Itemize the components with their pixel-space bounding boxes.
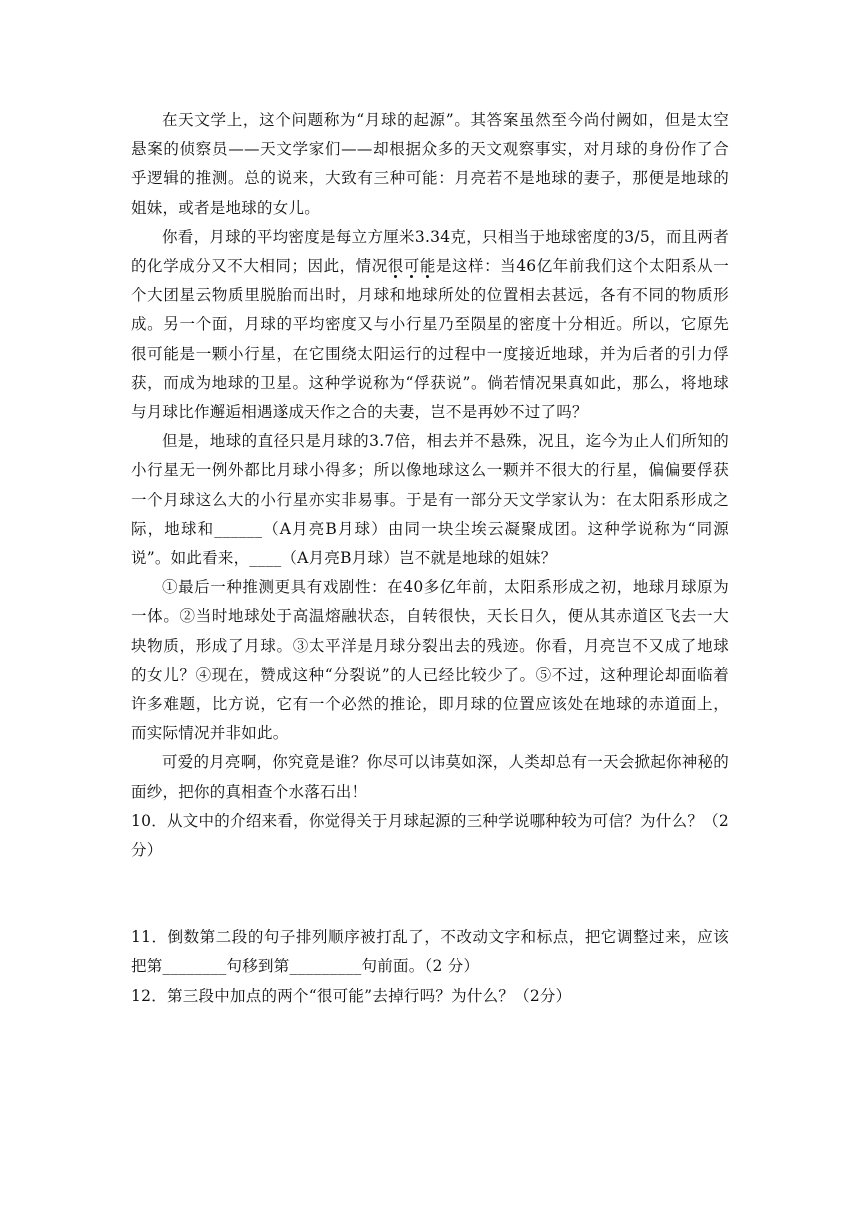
reading-passage — [131, 106, 729, 1011]
question-11: 11．倒数第二段的句子排列顺序被打乱了，不改动文字和标点，把它调整过来，应该把第________句移到第_________句前面。（2 分） — [131, 928, 729, 976]
emphasis-dot-char-2: 可 — [403, 257, 420, 276]
capture-text-end: 是这样：当46亿年前我们这个太阳系从一个大团星云物质里脱胎而出时，月球和地球所处的位置相去甚远，各有不同的物质形成。另一个面，月球的平均密度又与小行星乃至陨星的密度十分相近。所以，它原先很可能是一颗小行星，在它围绕太阳运行的过程中一度接近地球，并为后者的引力俘获，而成为地球的卫星。这种学说称为“俘获说”。倘若情况果真如此，那么，将地球与月球比作邂逅相遇遂成天作之合的夫妻，岂不是再妙不过了吗？ — [131, 257, 729, 422]
paragraph-closing: 可爱的月亮啊，你究竟是谁？你尽可以讳莫如深，人类却总有一天会掀起你神秘的面纱，把你的真相查个水落石出！ — [131, 753, 730, 801]
paragraph-fission-theory: ①最后一种推测更具有戏剧性：在40多亿年前，太阳系形成之初，地球月球原为一体。②当时地球处于高温熔融状态，自转很快，天长日久，便从其赤道区飞去一大块物质，形成了月球。③太平洋是月球分裂出去的残迹。你看，月亮岂不又成了地球的女儿？④现在，赞成这种“分裂说”的人已经比较少了。⑤不过，这种理论却面临着许多难题，比方说，它有一个必然的推论，即月球的位置应该处在地球的赤道面上，而实际情况并非如此。 — [131, 578, 729, 743]
paragraph-capture-theory — [131, 223, 729, 427]
emphasis-dot-char-1: 很 — [387, 257, 404, 276]
question-12: 12．第三段中加点的两个“很可能”去掉行吗？为什么？（2分） — [131, 986, 572, 1005]
answer-space-10 — [131, 865, 729, 923]
question-10: 10．从文中的介绍来看，你觉得关于月球起源的三种学说哪种较为可信？为什么？（2分） — [131, 811, 729, 860]
paragraph-origin-intro: 在天文学上，这个问题称为“月球的起源”。其答案虽然至今尚付阙如，但是太空悬案的侦察员——天文学家们——却根据众多的天文观察事实，对月球的身份作了合乎逻辑的推测。总的说来，大致有三种可能：月亮若不是地球的妻子，那便是地球的姐妹，或者是地球的女儿。 — [131, 111, 729, 217]
capture-text-start: 你看，月球的平均密度是每立方厘米3.34克，只相当于地球密度的3/5，而且两者的化学成分又不大相同；因此，情况 — [131, 227, 729, 276]
emphasis-dot-char-3: 能 — [419, 257, 436, 276]
paragraph-common-origin-theory: 但是，地球的直径只是月球的3.7倍，相去并不悬殊，况且，迄今为止人们所知的小行星无一例外都比月球小得多；所以像地球这么一颗并不很大的行星，偏偏要俘获一个月球这么大的小行星亦实非易事。于是有一部分天文学家认为：在太阳系形成之际，地球和______（A月亮B月球）由同一块尘埃云凝聚成团。这种学说称为“同源说”。如此看来，____（A月亮B月球）岂不就是地球的姐妹？ — [131, 432, 729, 568]
